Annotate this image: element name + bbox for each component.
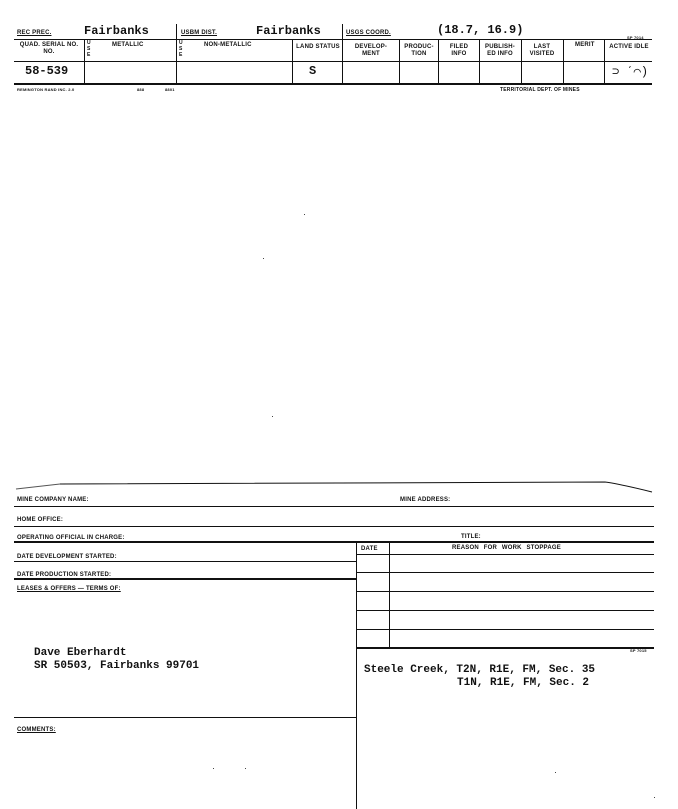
leases-label: LEASES & OFFERS — TERMS OF: <box>17 586 121 592</box>
rule-home-office <box>14 526 654 527</box>
stoppage-header-rule <box>356 554 654 555</box>
col-divider <box>342 39 343 83</box>
department-name: TERRITORIAL DEPT. OF MINES <box>500 87 580 93</box>
col-divider <box>84 39 85 83</box>
col-divider <box>176 39 177 83</box>
speck <box>272 416 273 417</box>
col-land-status: LAND STATUS <box>296 44 340 50</box>
speck <box>213 768 214 769</box>
speck <box>654 797 655 798</box>
col-divider <box>292 39 293 83</box>
land-status-value: S <box>309 64 317 78</box>
row-bottom-rule <box>14 83 652 85</box>
rule-operating <box>14 541 654 543</box>
mine-company-name-label: MINE COMPANY NAME: <box>17 497 89 503</box>
printer-code-1: 888 <box>137 87 145 92</box>
col-merit: MERIT <box>575 42 595 48</box>
col-divider <box>438 39 439 83</box>
col-production: PRODUC- TION <box>404 44 434 57</box>
form-number-top: SP 7014 <box>627 35 644 40</box>
date-production-label: DATE PRODUCTION STARTED: <box>17 572 112 578</box>
col-active-idle: ACTIVE IDLE <box>609 44 649 50</box>
rec-prec-value: Fairbanks <box>84 24 149 38</box>
col-divider <box>563 39 564 83</box>
title-label: TITLE: <box>461 534 481 540</box>
header-bottom-rule <box>14 39 652 40</box>
col-metallic: METALLIC <box>112 42 144 48</box>
vertical-divider-date <box>389 541 390 647</box>
col-non-metallic: NON-METALLIC <box>204 42 252 48</box>
card-top-edge <box>0 476 678 500</box>
location-line-2: T1N, R1E, FM, Sec. 2 <box>457 677 590 689</box>
operating-official-label: OPERATING OFFICIAL IN CHARGE: <box>17 535 125 541</box>
columns-bottom-rule <box>14 61 652 62</box>
col-use-1: U S E <box>87 40 91 58</box>
stoppage-row-rule <box>356 572 654 573</box>
speck <box>304 214 305 215</box>
col-development: DEVELOP- MENT <box>354 44 388 57</box>
usbm-dist-label: USBM DIST. <box>181 30 218 36</box>
col-last-visited: LAST VISITED <box>529 44 555 57</box>
col-quad-serial: QUAD. SERIAL NO. NO. <box>19 42 79 55</box>
usgs-coord-label: USGS COORD. <box>346 30 391 36</box>
rec-prec-label: REC PREC. <box>17 30 52 36</box>
owner-name: Dave Eberhardt <box>34 647 127 659</box>
col-divider <box>521 39 522 83</box>
stoppage-reason-header: REASON FOR WORK STOPPAGE <box>452 545 561 551</box>
active-idle-mark: ⊃ ˊ⌒) <box>612 65 649 79</box>
stoppage-date-header: DATE <box>361 546 378 552</box>
home-office-label: HOME OFFICE: <box>17 517 64 523</box>
stoppage-row-rule <box>356 629 654 630</box>
col-divider <box>604 39 605 83</box>
usgs-coord-value: (18.7, 16.9) <box>437 23 524 37</box>
rule-leases-bottom <box>14 717 356 718</box>
stoppage-row-rule <box>356 610 654 611</box>
header-divider-2 <box>342 24 343 39</box>
rule-development <box>14 561 356 562</box>
col-filed-info: FILED INFO <box>449 44 469 57</box>
speck <box>555 772 556 773</box>
rule-company <box>14 506 654 507</box>
owner-address: SR 50503, Fairbanks 99701 <box>34 660 200 672</box>
stoppage-row-rule <box>356 591 654 592</box>
stoppage-bottom-rule <box>356 647 654 649</box>
location-line-1: Steele Creek, T2N, R1E, FM, Sec. 35 <box>364 664 596 676</box>
header-divider-1 <box>176 24 177 39</box>
usbm-dist-value: Fairbanks <box>256 24 321 38</box>
date-development-label: DATE DEVELOPMENT STARTED: <box>17 554 117 560</box>
quad-serial-value: 58-539 <box>25 64 69 78</box>
col-use-2: U S E <box>179 40 183 58</box>
speck <box>263 258 264 259</box>
form-number-bottom: SP 7015 <box>630 648 647 653</box>
col-published-info: PUBLISH- ED INFO <box>485 44 515 57</box>
vertical-divider-main <box>356 541 357 809</box>
printer-name: REMINGTON RAND INC. 2.0 <box>17 87 75 92</box>
comments-label: COMMENTS: <box>17 727 56 733</box>
printer-code-2: 8801 <box>165 87 175 92</box>
rule-production <box>14 578 356 580</box>
mine-address-label: MINE ADDRESS: <box>400 497 451 503</box>
speck <box>245 768 246 769</box>
